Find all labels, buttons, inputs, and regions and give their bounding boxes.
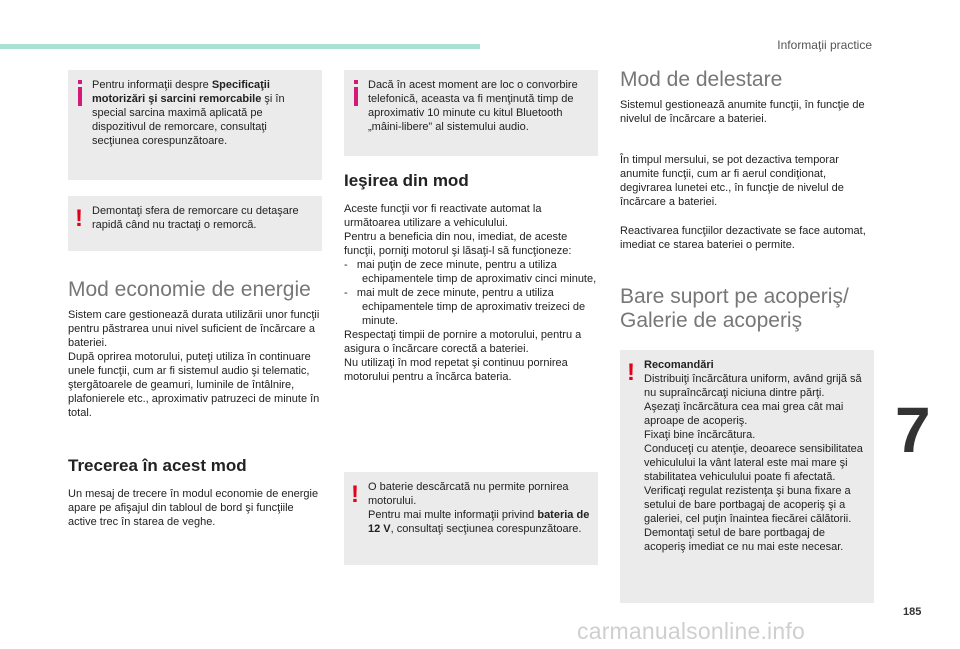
warning-box-roof xyxy=(620,350,874,603)
load-text-1: Sistemul gestionează anumite funcţii, în funcţie de nivelul de încărcare a bateriei. xyxy=(620,99,865,125)
heading-load-shedding: Mod de delestare xyxy=(620,68,783,91)
heading-energy-economy: Mod economie de energie xyxy=(68,278,311,301)
watermark: carmanualsonline.info xyxy=(577,618,805,644)
exit-text: Aceste funcţii vor fi reactivate automat la următoarea utilizare a vehiculului. Pentru a beneficia din nou, imediat, de aceste funcţii, porniţi motorul şi lăsaţi-l să funcţioneze: - mai puţin de zece minute, pentru a utiliza echipamentele timp de aproximativ cinci minute, - mai mult de zece minute, pentru a utiliza echipamentele timp de aproximativ treizeci de minute. Respectaţi timpii de pornire a motorului, pentru a asigura o încărcare corectă a bateriei. Nu utilizaţi în mod repetat şi continuu pornirea motorului pentru a încărca bateria. xyxy=(344,202,600,384)
header-accent-bar xyxy=(0,44,480,49)
warning-icon: ! xyxy=(75,205,83,232)
list-item: - mai mult de zece minute, pentru a utiliza echipamentele timp de aproximativ treizeci de minute. xyxy=(344,287,586,327)
warning-box-tow-ball xyxy=(68,196,322,251)
info-box-bold: Specificaţii motorizări şi sarcini remorcabile xyxy=(92,79,270,105)
load-text-3: Reactivarea funcţiilor dezactivate se face automat, imediat ce starea bateriei o permite. xyxy=(620,225,866,251)
info-icon xyxy=(75,80,89,106)
heading-entering-mode: Trecerea în acest mod xyxy=(68,456,247,475)
warning-box-text: Recomandări Distribuiţi încărcătura uniform, având grijă să nu supraîncărcaţi niciuna dintre părţi. Aşezaţi încărcătura cea mai grea cât mai aproape de acoperiş. Fixaţi bine încărcătura. Conduceţi cu atenţie, deoarece sensibilitatea vehiculului la vânt lateral este mai mare şi stabilitatea vehiculului poate fi afectată. Verificaţi regulat rezistenţa şi buna fixare a setului de bare portbagaj de acoperiş şi a galeriei, cel puţin înaintea fiecărei călătorii. Demontaţi setul de bare portbagaj de acoperiş imediat ce nu mai este necesar. xyxy=(644,359,863,553)
info-box-text: Dacă în acest moment are loc o convorbire telefonică, aceasta va fi menţinută timp de aproximativ 10 minute cu kitul Bluetooth „mâini-libere” al sistemului audio. xyxy=(368,79,578,133)
info-box-text: Pentru informaţii despre Specificaţii motorizări şi sarcini remorcabile şi în special sarcina maximă aplicată pe dispozitivul de remorcare, consultaţi secţiunea corespunzătoare. xyxy=(92,79,285,147)
warning-icon: ! xyxy=(627,359,635,386)
section-title: Informaţii practice xyxy=(777,38,872,52)
info-box-towing xyxy=(68,70,322,180)
load-text-2: În timpul mersului, se pot dezactiva temporar anumite funcţii, cum ar fi aerul condiţionat, degivrarea lunetei etc., în funcţie de nivelul de încărcare a bateriei. xyxy=(620,154,844,208)
heading-roof-bars: Bare suport pe acoperiş/ Galerie de acoperiş xyxy=(620,285,849,332)
entry-text: Un mesaj de trecere în modul economie de energie apare pe afişajul din tabloul de bord şi funcţiile active trec în starea de veghe. xyxy=(68,488,319,528)
list-item: - mai puţin de zece minute, pentru a utiliza echipamentele timp de aproximativ cinci minute, xyxy=(344,259,597,285)
info-icon xyxy=(351,80,365,106)
warning-box-text: O baterie descărcată nu permite pornirea motorului. Pentru mai multe informaţii privind bateria de 12 V, consultaţi secţiunea corespunzătoare. xyxy=(368,481,590,535)
battery-bold: bateria de 12 V xyxy=(368,509,590,535)
chapter-number: 7 xyxy=(895,394,931,466)
warning-box-battery xyxy=(344,472,598,565)
warning-box-text: Demontaţi sfera de remorcare cu detaşare rapidă când nu tractaţi o remorcă. xyxy=(92,205,299,231)
warning-icon: ! xyxy=(351,481,359,508)
economy-text: Sistem care gestionează durata utilizării unor funcţii pentru păstrarea unui nivel suficient de încărcare a bateriei. După oprirea motorului, puteţi utiliza în continuare unele funcţii, cum ar fi sistemul audio şi telematic, ştergătoarele de geamuri, luminile de întâlnire, plafonierele etc., aproximativ patruzeci de minute în total. xyxy=(68,309,320,419)
heading-exit-mode: Ieşirea din mod xyxy=(344,171,469,190)
info-box-phone-call xyxy=(344,70,598,156)
page-number: 185 xyxy=(903,606,922,618)
recommendations-title: Recomandări xyxy=(644,359,714,371)
